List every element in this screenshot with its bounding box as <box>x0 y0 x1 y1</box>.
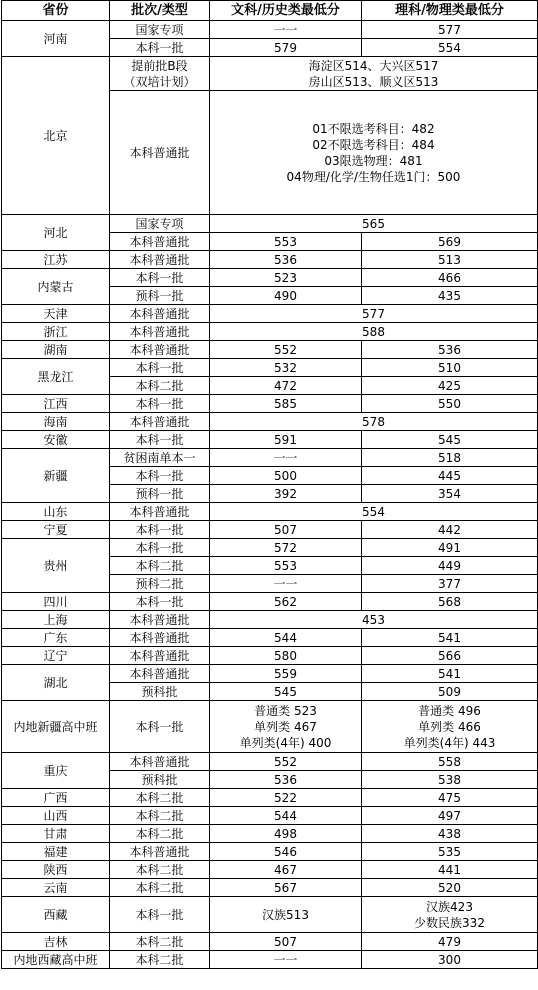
batch-cell: 预科批 <box>110 683 210 701</box>
province-cell: 上海 <box>2 611 110 629</box>
wen-score-cell: 552 <box>210 341 362 359</box>
li-score-cell: 535 <box>362 843 538 861</box>
batch-cell: 本科二批 <box>110 789 210 807</box>
table-row <box>2 539 538 557</box>
wen-score-cell: 523 <box>210 269 362 287</box>
li-score-cell: 354 <box>362 485 538 503</box>
province-cell: 福建 <box>2 843 110 861</box>
province-cell: 海南 <box>2 413 110 431</box>
li-score-cell: 497 <box>362 807 538 825</box>
table-row <box>2 933 538 951</box>
province-cell: 安徽 <box>2 431 110 449</box>
province-cell: 山西 <box>2 807 110 825</box>
wen-score-cell: 546 <box>210 843 362 861</box>
province-cell: 西藏 <box>2 897 110 933</box>
batch-cell: 本科一批 <box>110 269 210 287</box>
batch-cell: 本科二批 <box>110 825 210 843</box>
li-score-cell: 520 <box>362 879 538 897</box>
li-score-cell: 509 <box>362 683 538 701</box>
table-row <box>2 215 538 233</box>
cell-line: 单列类(4年) 443 <box>403 735 496 750</box>
li-score-cell: 435 <box>362 287 538 305</box>
province-cell: 广西 <box>2 789 110 807</box>
cell-line: （双培计划） <box>123 74 196 89</box>
wen-score-cell: 545 <box>210 683 362 701</box>
wen-score-cell: 572 <box>210 539 362 557</box>
batch-cell: 本科一批 <box>110 539 210 557</box>
province-cell: 黑龙江 <box>2 359 110 395</box>
li-score-cell <box>362 897 538 933</box>
province-cell: 宁夏 <box>2 521 110 539</box>
province-cell: 新疆 <box>2 449 110 503</box>
cell-line: 01不限选考科目：482 <box>312 121 435 136</box>
table-row <box>2 843 538 861</box>
batch-cell: 本科一批 <box>110 521 210 539</box>
batch-cell: 本科普通批 <box>110 413 210 431</box>
li-score-cell: 545 <box>362 431 538 449</box>
province-cell: 山东 <box>2 503 110 521</box>
wen-score-cell: 507 <box>210 933 362 951</box>
table-row <box>2 521 538 539</box>
table-row <box>2 897 538 933</box>
header-province: 省份 <box>2 1 110 21</box>
table-row <box>2 611 538 629</box>
batch-cell: 本科一批 <box>110 395 210 413</box>
batch-cell: 预科批 <box>110 771 210 789</box>
li-score-cell: 479 <box>362 933 538 951</box>
wen-score-cell: 汉族513 <box>210 897 362 933</box>
merged-score-cell: 578 <box>210 413 538 431</box>
table-row <box>2 323 538 341</box>
li-score-cell: 442 <box>362 521 538 539</box>
table-row <box>2 861 538 879</box>
wen-score-cell: 536 <box>210 251 362 269</box>
batch-cell: 本科二批 <box>110 879 210 897</box>
table-row <box>2 503 538 521</box>
province-cell: 陕西 <box>2 861 110 879</box>
wen-score-cell: 562 <box>210 593 362 611</box>
table-row <box>2 593 538 611</box>
batch-cell: 本科二批 <box>110 933 210 951</box>
table-row <box>2 789 538 807</box>
province-cell: 辽宁 <box>2 647 110 665</box>
wen-score-cell: 467 <box>210 861 362 879</box>
batch-cell: 本科一批 <box>110 431 210 449</box>
batch-cell: 预科一批 <box>110 485 210 503</box>
table-row <box>2 701 538 753</box>
table-body <box>2 21 538 969</box>
batch-cell: 本科一批 <box>110 897 210 933</box>
batch-cell: 本科普通批 <box>110 753 210 771</box>
batch-cell: 本科普通批 <box>110 665 210 683</box>
wen-score-cell: 553 <box>210 557 362 575</box>
li-score-cell: 441 <box>362 861 538 879</box>
table-row <box>2 341 538 359</box>
wen-score-cell: 532 <box>210 359 362 377</box>
batch-cell: 本科二批 <box>110 807 210 825</box>
table-row <box>2 807 538 825</box>
cell-line: 汉族423 <box>426 899 473 914</box>
province-cell: 内地西藏高中班 <box>2 951 110 969</box>
batch-cell: 本科普通批 <box>110 323 210 341</box>
table-row <box>2 305 538 323</box>
batch-cell: 本科一批 <box>110 593 210 611</box>
wen-score-cell: 472 <box>210 377 362 395</box>
cell-line: 单列类(4年) 400 <box>239 735 332 750</box>
table-row <box>2 57 538 91</box>
table-row <box>2 359 538 377</box>
batch-cell: 预科二批 <box>110 575 210 593</box>
province-cell: 北京 <box>2 57 110 215</box>
province-cell: 内地新疆高中班 <box>2 701 110 753</box>
table-row <box>2 647 538 665</box>
wen-score-cell: 490 <box>210 287 362 305</box>
wen-score-cell: 552 <box>210 753 362 771</box>
wen-score-cell: 一一 <box>210 951 362 969</box>
province-cell: 湖南 <box>2 341 110 359</box>
wen-score-cell: 498 <box>210 825 362 843</box>
province-cell: 河北 <box>2 215 110 251</box>
wen-score-cell: 579 <box>210 39 362 57</box>
li-score-cell: 300 <box>362 951 538 969</box>
li-score-cell: 554 <box>362 39 538 57</box>
table-row <box>2 269 538 287</box>
merged-score-cell: 588 <box>210 323 538 341</box>
table-row <box>2 629 538 647</box>
batch-cell: 本科普通批 <box>110 251 210 269</box>
batch-cell: 国家专项 <box>110 21 210 39</box>
li-score-cell: 510 <box>362 359 538 377</box>
li-score-cell: 425 <box>362 377 538 395</box>
province-cell: 内蒙古 <box>2 269 110 305</box>
wen-score-cell: 544 <box>210 629 362 647</box>
header-row <box>2 1 538 21</box>
batch-cell: 本科一批 <box>110 467 210 485</box>
wen-score-cell: 522 <box>210 789 362 807</box>
table-row <box>2 825 538 843</box>
batch-cell: 本科二批 <box>110 377 210 395</box>
cell-line: 04物理/化学/生物任选1门：500 <box>286 169 461 184</box>
header-wen-score: 文科/历史类最低分 <box>210 1 362 21</box>
batch-cell: 本科一批 <box>110 359 210 377</box>
batch-cell: 本科普通批 <box>110 503 210 521</box>
wen-score-cell: 559 <box>210 665 362 683</box>
province-cell: 浙江 <box>2 323 110 341</box>
batch-cell: 本科普通批 <box>110 91 210 215</box>
province-cell: 贵州 <box>2 539 110 593</box>
merged-score-cell: 565 <box>210 215 538 233</box>
li-score-cell: 445 <box>362 467 538 485</box>
table-row <box>2 753 538 771</box>
li-score-cell: 538 <box>362 771 538 789</box>
wen-score-cell: 544 <box>210 807 362 825</box>
table-row <box>2 449 538 467</box>
wen-score-cell: 500 <box>210 467 362 485</box>
score-table <box>1 0 538 969</box>
wen-score-cell: 580 <box>210 647 362 665</box>
merged-score-cell <box>210 57 538 91</box>
batch-cell: 本科二批 <box>110 557 210 575</box>
batch-cell: 本科普通批 <box>110 611 210 629</box>
li-score-cell: 449 <box>362 557 538 575</box>
table-row <box>2 251 538 269</box>
cell-line: 提前批B段 <box>131 58 188 73</box>
li-score-cell: 536 <box>362 341 538 359</box>
province-cell: 江苏 <box>2 251 110 269</box>
merged-score-cell: 453 <box>210 611 538 629</box>
province-cell: 四川 <box>2 593 110 611</box>
li-score-cell: 491 <box>362 539 538 557</box>
header-li-score: 理科/物理类最低分 <box>362 1 538 21</box>
li-score-cell: 569 <box>362 233 538 251</box>
li-score-cell: 513 <box>362 251 538 269</box>
province-cell: 天津 <box>2 305 110 323</box>
wen-score-cell: 567 <box>210 879 362 897</box>
wen-score-cell: 一一 <box>210 21 362 39</box>
batch-cell: 本科普通批 <box>110 629 210 647</box>
li-score-cell: 541 <box>362 665 538 683</box>
cell-line: 普通类 496 <box>418 703 481 718</box>
batch-cell: 本科普通批 <box>110 305 210 323</box>
cell-line: 少数民族332 <box>414 915 485 930</box>
li-score-cell: 550 <box>362 395 538 413</box>
table-row <box>2 431 538 449</box>
li-score-cell: 475 <box>362 789 538 807</box>
wen-score-cell: 一一 <box>210 449 362 467</box>
cell-line: 03限选物理：481 <box>324 153 423 168</box>
li-score-cell: 566 <box>362 647 538 665</box>
li-score-cell: 558 <box>362 753 538 771</box>
batch-cell: 本科二批 <box>110 861 210 879</box>
cell-line: 房山区513、顺义区513 <box>308 74 439 89</box>
wen-score-cell: 392 <box>210 485 362 503</box>
merged-score-cell: 554 <box>210 503 538 521</box>
table-row <box>2 413 538 431</box>
li-score-cell: 568 <box>362 593 538 611</box>
li-score-cell: 541 <box>362 629 538 647</box>
province-cell: 吉林 <box>2 933 110 951</box>
batch-cell: 本科一批 <box>110 39 210 57</box>
li-score-cell: 577 <box>362 21 538 39</box>
merged-score-cell <box>210 91 538 215</box>
batch-cell <box>110 57 210 91</box>
table-row <box>2 665 538 683</box>
wen-score-cell: 536 <box>210 771 362 789</box>
li-score-cell: 466 <box>362 269 538 287</box>
wen-score-cell <box>210 701 362 753</box>
header-batch: 批次/类型 <box>110 1 210 21</box>
table-row <box>2 21 538 39</box>
batch-cell: 本科一批 <box>110 701 210 753</box>
table-row <box>2 879 538 897</box>
province-cell: 江西 <box>2 395 110 413</box>
batch-cell: 本科普通批 <box>110 341 210 359</box>
province-cell: 广东 <box>2 629 110 647</box>
batch-cell: 本科二批 <box>110 951 210 969</box>
cell-line: 02不限选考科目：484 <box>312 137 435 152</box>
wen-score-cell: 553 <box>210 233 362 251</box>
li-score-cell: 377 <box>362 575 538 593</box>
cell-line: 单列类 467 <box>254 719 317 734</box>
wen-score-cell: 一一 <box>210 575 362 593</box>
province-cell: 重庆 <box>2 753 110 789</box>
province-cell: 河南 <box>2 21 110 57</box>
batch-cell: 国家专项 <box>110 215 210 233</box>
batch-cell: 本科普通批 <box>110 233 210 251</box>
li-score-cell: 438 <box>362 825 538 843</box>
cell-line: 单列类 466 <box>418 719 481 734</box>
batch-cell: 预科一批 <box>110 287 210 305</box>
wen-score-cell: 585 <box>210 395 362 413</box>
province-cell: 云南 <box>2 879 110 897</box>
cell-line: 海淀区514、大兴区517 <box>308 58 439 73</box>
cell-line: 普通类 523 <box>254 703 317 718</box>
table-row <box>2 395 538 413</box>
table-row <box>2 951 538 969</box>
wen-score-cell: 591 <box>210 431 362 449</box>
wen-score-cell: 507 <box>210 521 362 539</box>
province-cell: 湖北 <box>2 665 110 701</box>
batch-cell: 本科普通批 <box>110 843 210 861</box>
li-score-cell <box>362 701 538 753</box>
batch-cell: 本科普通批 <box>110 647 210 665</box>
province-cell: 甘肃 <box>2 825 110 843</box>
merged-score-cell: 577 <box>210 305 538 323</box>
batch-cell: 贫困南单本一 <box>110 449 210 467</box>
li-score-cell: 518 <box>362 449 538 467</box>
